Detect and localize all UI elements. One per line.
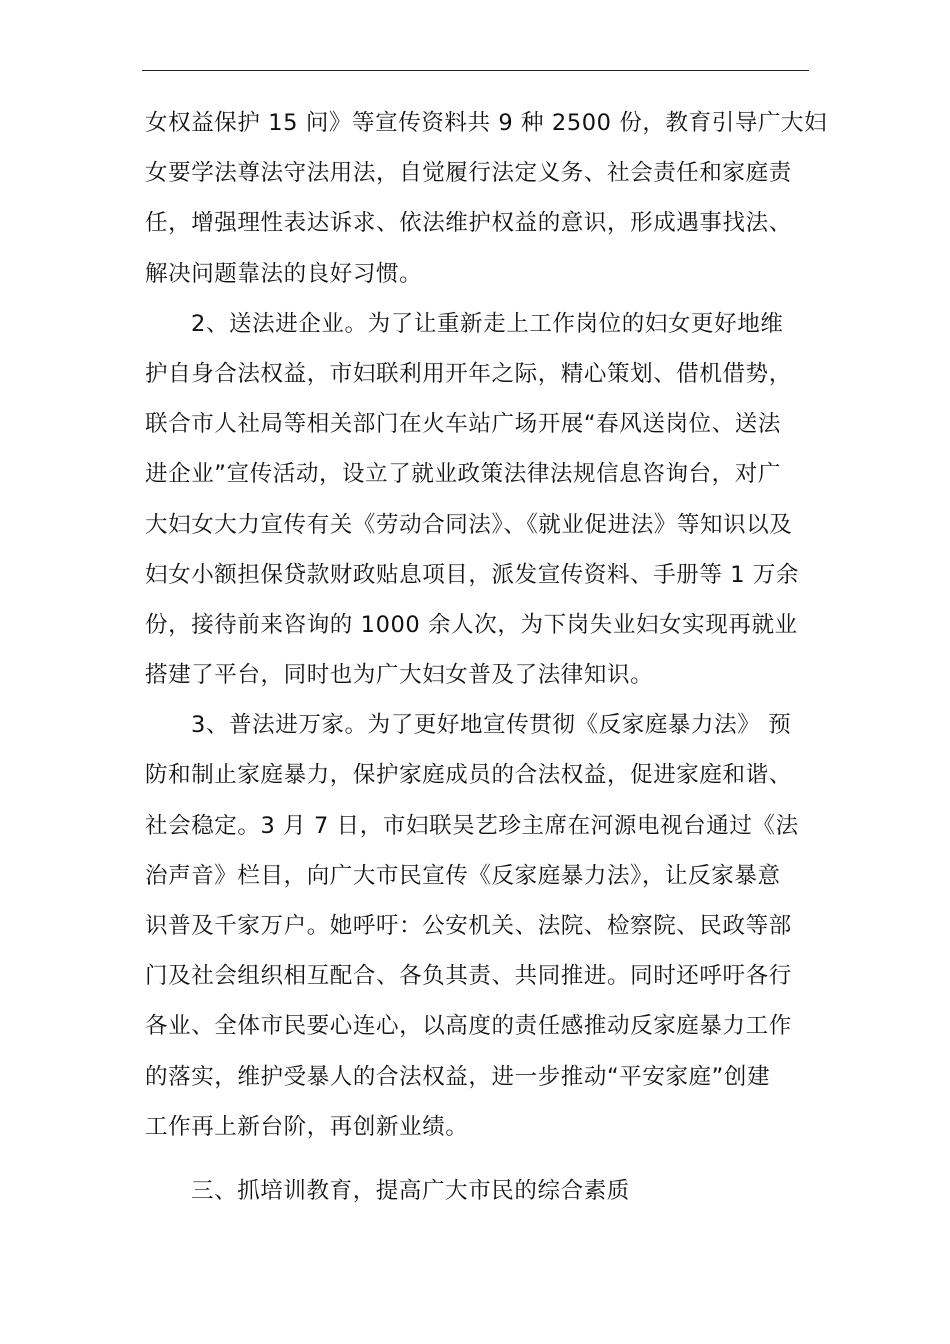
section-heading: 三、抓培训教育，提高广大市民的综合素质 xyxy=(191,1177,630,1204)
text-line: 识普及千家万户。她呼吁：公安机关、法院、检察院、民政等部 xyxy=(145,913,792,939)
section-spacer xyxy=(145,1152,815,1166)
text-line: 搭建了平台，同时也为广大妇女普及了法律知识。 xyxy=(145,662,654,689)
text-line: 女要学法尊法守法用法，自觉履行法定义务、社会责任和家庭责 xyxy=(145,160,792,187)
text-line: 各业、全体市民要心连心，以高度的责任感推动反家庭暴力工作 xyxy=(145,1013,792,1040)
text-line: 治声音》栏目，向广大市民宣传《反家庭暴力法》，让反家暴意 xyxy=(145,862,781,889)
text-line: 门及社会组织相互配合、各负其责、共同推进。同时还呼吁各行 xyxy=(145,963,792,990)
paragraph-heading-2: 2、送法进企业。为了让重新走上工作岗位的妇女更好地维 xyxy=(191,310,784,337)
text-line: 防和制止家庭暴力，保护家庭成员的合法权益，促进家庭和谐、 xyxy=(145,762,792,789)
text-line: 解决问题靠法的良好习惯。 xyxy=(145,260,423,287)
text-line: 工作再上新台阶，再创新业绩。 xyxy=(145,1113,469,1140)
text-line: 任，增强理性表达诉求、依法维护权益的意识，形成遇事找法、 xyxy=(145,210,792,237)
text-line: 妇女小额担保贷款财政贴息项目，派发宣传资料、手册等 1 万余 xyxy=(145,561,800,588)
text-line: 联合市人社局等相关部门在火车站广场开展“春风送岗位、送法 xyxy=(145,411,781,438)
text-line: 进企业”宣传活动，设立了就业政策法律法规信息咨询台，对广 xyxy=(145,461,781,488)
text-line: 大妇女大力宣传有关《劳动合同法》、《就业促进法》等知识以及 xyxy=(145,511,793,538)
text-line: 的落实，维护受暴人的合法权益，进一步推动“平安家庭”创建 xyxy=(145,1063,771,1090)
header-rule xyxy=(142,70,809,71)
document-body xyxy=(145,98,828,1216)
paragraph-heading-3: 3、普法进万家。为了更好地宣传贯彻《反家庭暴力法》 预 xyxy=(191,712,792,739)
text-line: 护自身合法权益，市妇联利用开年之际，精心策划、借机借势， xyxy=(145,360,792,387)
text-line: 份，接待前来咨询的 1000 余人次，为下岗失业妇女实现再就业 xyxy=(145,611,798,638)
text-line: 女权益保护 15 问》等宣传资料共 9 种 2500 份，教育引导广大妇 xyxy=(145,110,828,136)
text-line: 社会稳定。3 月 7 日，市妇联吴艺珍主席在河源电视台通过《法 xyxy=(145,812,799,839)
